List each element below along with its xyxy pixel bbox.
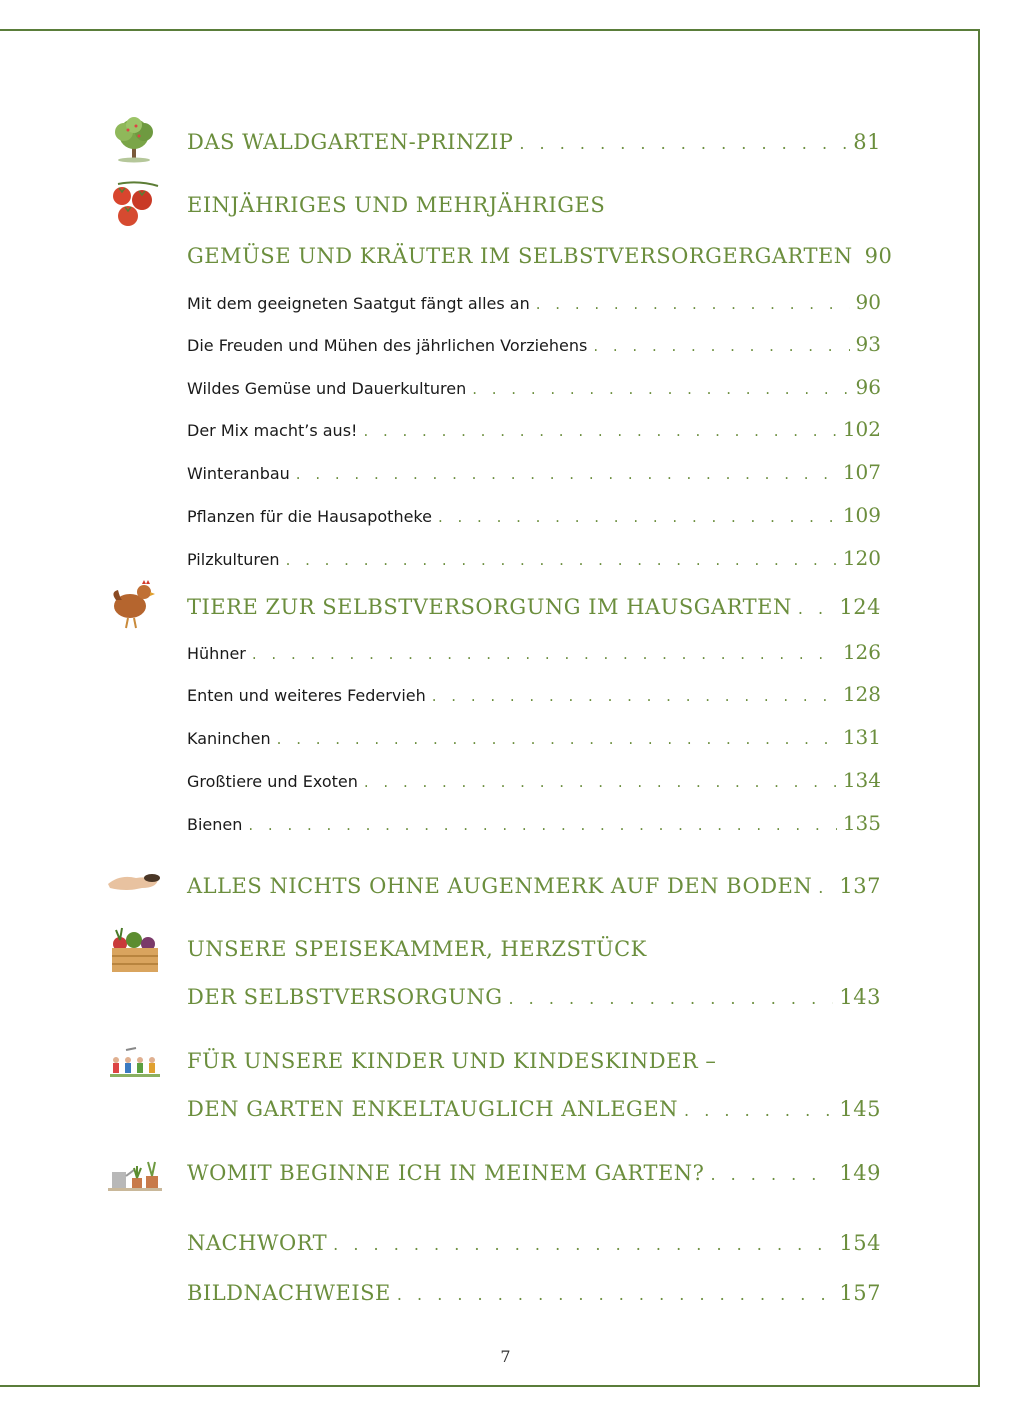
toc-chapter[interactable] <box>187 1231 881 1255</box>
chapter-title: BILDNACHWEISE <box>187 1281 391 1305</box>
leader-dots <box>508 989 833 1008</box>
hand-soil-icon <box>106 868 162 894</box>
toc-section[interactable] <box>187 811 881 835</box>
chapter-title: NACHWORT <box>187 1231 328 1255</box>
leader-dots <box>397 1285 834 1304</box>
leader-dots <box>286 551 837 569</box>
toc-section[interactable] <box>187 725 881 749</box>
children-icon <box>108 1046 162 1082</box>
page-ref: 135 <box>842 811 881 835</box>
page-ref: 145 <box>839 1097 881 1121</box>
leader-dots <box>333 1235 833 1254</box>
leader-dots <box>296 465 837 483</box>
page-ref: 149 <box>839 1161 881 1185</box>
leader-dots <box>798 599 834 618</box>
section-title: Pilzkulturen <box>187 550 280 569</box>
page-ref: 124 <box>839 595 881 619</box>
page-ref: 81 <box>853 130 881 154</box>
page-ref: 107 <box>842 460 881 484</box>
chapter-title: ALLES NICHTS OHNE AUGENMERK AUF DEN BODEN <box>187 874 813 898</box>
chapter-title-line1: FÜR UNSERE KINDER UND KINDESKINDER – <box>187 1049 717 1073</box>
leader-dots <box>432 687 837 705</box>
toc-section[interactable] <box>187 503 881 527</box>
section-title: Wildes Gemüse und Dauerkulturen <box>187 379 467 398</box>
chapter-title: DAS WALDGARTEN-PRINZIP <box>187 130 514 154</box>
toc-chapter[interactable] <box>187 985 881 1009</box>
page-ref: 154 <box>839 1231 881 1255</box>
toc-chapter[interactable] <box>187 595 881 619</box>
page-ref: 120 <box>842 546 881 570</box>
toc-chapter-line1 <box>187 1049 881 1073</box>
chapter-title: DER SELBSTVERSORGUNG <box>187 985 503 1009</box>
chapter-title: GEMÜSE UND KRÄUTER IM SELBSTVERSORGERGARTEN <box>187 244 853 268</box>
page-ref: 93 <box>855 332 881 356</box>
chapter-title: WOMIT BEGINNE ICH IN MEINEM GARTEN? <box>187 1161 705 1185</box>
section-title: Kaninchen <box>187 729 271 748</box>
toc-chapter[interactable] <box>187 874 881 898</box>
section-title: Enten und weiteres Federvieh <box>187 686 426 705</box>
toc-chapter[interactable] <box>187 1281 881 1305</box>
chapter-title: TIERE ZUR SELBSTVERSORGUNG IM HAUSGARTEN <box>187 595 792 619</box>
leader-dots <box>472 380 849 398</box>
chapter-title: DEN GARTEN ENKELTAUGLICH ANLEGEN <box>187 1097 679 1121</box>
toc-chapter-line1 <box>187 937 881 961</box>
toc-chapter[interactable] <box>187 130 881 154</box>
toc-section[interactable] <box>187 290 881 314</box>
page-ref: 90 <box>855 290 881 314</box>
toc-chapter[interactable] <box>187 1161 881 1185</box>
page-ref: 137 <box>839 874 881 898</box>
chicken-icon <box>108 576 158 632</box>
leader-dots <box>684 1101 833 1120</box>
page-ref: 157 <box>839 1281 881 1305</box>
section-title: Pflanzen für die Hausapotheke <box>187 507 432 526</box>
chapter-title-line1: UNSERE SPEISEKAMMER, HERZSTÜCK <box>187 937 647 961</box>
vegetable-crate-icon <box>108 926 162 976</box>
toc-section[interactable] <box>187 640 881 664</box>
leader-dots <box>710 1165 833 1184</box>
toc-chapter-line1 <box>187 193 881 217</box>
page-ref: 126 <box>842 640 881 664</box>
page-ref: 90 <box>864 244 893 268</box>
leader-dots <box>818 878 833 897</box>
garden-tools-icon <box>106 1154 164 1194</box>
toc-section[interactable] <box>187 682 881 706</box>
page-ref: 128 <box>842 682 881 706</box>
leader-dots <box>248 816 836 834</box>
section-title: Der Mix macht’s aus! <box>187 421 358 440</box>
leader-dots <box>438 508 837 526</box>
toc-chapter[interactable] <box>187 1097 881 1121</box>
section-title: Großtiere und Exoten <box>187 772 358 791</box>
toc-section[interactable] <box>187 417 881 441</box>
page-number: 7 <box>500 1347 511 1366</box>
page-ref: 102 <box>842 417 881 441</box>
leader-dots <box>252 645 837 663</box>
page-ref: 143 <box>839 985 881 1009</box>
toc-section[interactable] <box>187 332 881 356</box>
page-ref: 134 <box>842 768 881 792</box>
section-title: Hühner <box>187 644 246 663</box>
page-ref: 131 <box>842 725 881 749</box>
section-title: Die Freuden und Mühen des jährlichen Vorziehens <box>187 336 588 355</box>
page-ref: 109 <box>842 503 881 527</box>
tomato-icon <box>108 178 162 230</box>
section-title: Mit dem geeigneten Saatgut fängt alles an <box>187 294 530 313</box>
leader-dots <box>363 422 836 440</box>
leader-dots <box>277 730 837 748</box>
leader-dots <box>519 134 847 153</box>
chapter-title-line1: EINJÄHRIGES UND MEHRJÄHRIGES <box>187 193 606 217</box>
section-title: Bienen <box>187 815 243 834</box>
toc-section[interactable] <box>187 375 881 399</box>
tree-icon <box>108 116 160 164</box>
toc-chapter[interactable] <box>187 244 893 268</box>
leader-dots <box>593 337 849 355</box>
leader-dots <box>364 773 837 791</box>
toc-section[interactable] <box>187 768 881 792</box>
leader-dots <box>536 295 850 313</box>
toc-section[interactable] <box>187 546 881 570</box>
page-ref: 96 <box>855 375 881 399</box>
section-title: Winteranbau <box>187 464 290 483</box>
toc-section[interactable] <box>187 460 881 484</box>
